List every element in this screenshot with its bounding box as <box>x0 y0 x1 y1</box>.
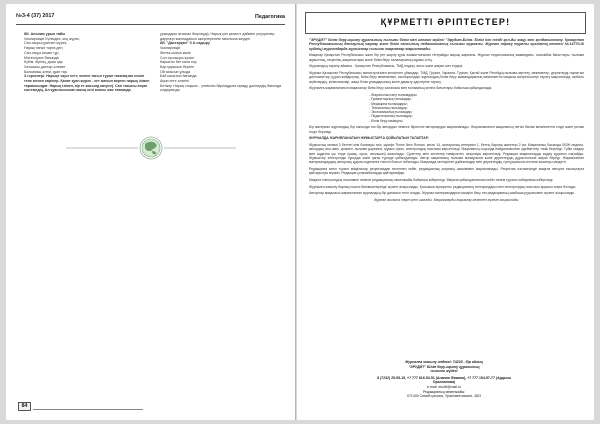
column-line: Нарық тағын тарта ден, <box>24 46 64 51</box>
column-line: Мәтінсіңізге бағында <box>24 55 59 60</box>
intro-paragraph: "ЭРУДИТ" білім беру-оқыту құралының ғылыми білім мен әлемин жүйесі "Эрудит-Білім. Білім ісін тілді қол-ды жаңу мен қолданыстану. Қазақстан Республикасының денсаулық сақтау және білім сансының педагогикалық ғылыми журналы. Журнал тіркеу туралы куәлігінің кестесі №14770-Ж күйінің) журналдарда жұмыстар ғылыми мақалалар жарияланады. <box>309 38 584 51</box>
column-line: Чокпаровқа! Күлімдес, кең жүрек, <box>24 36 80 41</box>
globe-divider-icon <box>66 136 236 160</box>
topics-list <box>369 93 584 123</box>
right-page <box>297 4 594 420</box>
left-page-header <box>16 13 285 25</box>
announcement-body <box>309 38 584 205</box>
column-line: Ой асысып ұлыда <box>160 69 191 74</box>
column-line: Карысты бет кала кор <box>160 60 197 65</box>
paragraph-10: Авторлар мақаласы жарияланған журналдың бір данасын тегін алады. Журнал материалдарын көшіріп басу тек редакцияның жазбаша рұқсатымен жүзеге асырылады. <box>309 191 575 196</box>
footer-line-2: "ЭРУДИТ" Білім беру-оқыту құралының <box>408 364 480 369</box>
closing-paragraph: Журнал жылына төрт рет шығады. Мақалаларды жариялау кезекпен жүзеге асырылады. <box>373 197 520 202</box>
paragraph-6: Жұмыстың көлемі 3 беттен кем болмауы тиіс, шрифт Times New Roman, кегль 14, жоларалық интервал 1, беттің барлық жиектері 2 см. Мақаланың басында ӘОЖ индексі, автордың аты-жөні, қызметі, ғылыми дәрежесі, жұмыс орны, электрондық поштасы көрсетіледі. Мақаланың соңында пайдаланылған әдебиеттер тізімі беріледі. Түйін сөздер мен аңдатпа үш тілде (қазақ, орыс, ағылшын) жазылады. Суреттер мен кестелер нөмірленіп, атаулары көрсетіледі. Редакция мақалаларды өңдеу құқығын сақтайды. Жұмыстар электронды нұсқада және қағаз түрінде қабылданады. Автор мақаланың ғылыми мазмұнына және деректердің дұрыстығына жауап береді. Жарияланған материалдардың авторлық құқығы журналға тиесілі болып табылады. Мақалада келтірілген дәйексөздер мен деректердің түпнұсқасына сілтеме жасалуы міндетті. <box>309 143 584 165</box>
paragraph-2: Журналдың таралу аймағы - Қазақстан Республикасы, ТМД елдері, алыс және жақын шет елдері. <box>309 64 464 69</box>
section-title: Педагогика <box>254 14 285 20</box>
paragraph-8: Мақала электрондық поштамен немесе редакцияның мекенжайы бойынша жіберіледі. Мақала қабылданғаннан кейін төлем туралы хабарлама жіберіледі. <box>309 177 554 182</box>
page-number-rule <box>33 409 143 410</box>
column-line: Күбім, бірінің, досы қар <box>24 60 63 65</box>
footer-line-1: Журналға жазылу индексі: 74228 - бір айлық <box>405 360 483 364</box>
paragraph-4: Журналға жарияланатын мақалалар білім беру салаласы мен ғылымның келесі бағыттары бойынша қабылданады: <box>309 86 493 91</box>
footer-line-3: ғылыми жүйесі <box>430 369 458 374</box>
column-line: Балсамың әлем, қуан тар. <box>24 69 68 74</box>
column-line: Ақын кете алатіні <box>160 79 189 84</box>
column-line: Сан-таңқа кешке тұр, <box>24 50 60 55</box>
right-page-header-box <box>305 12 586 34</box>
address-label: Редакцияның мекенжайы: <box>422 389 466 394</box>
column-line: Сан-таңкы қуатпен жүрек, <box>24 41 68 46</box>
column-line: ұрындары атаскал бюрлеуді). Нарық қол қалаттт даймен үлгуңкелер даурлері жалладанын ыкерлерелем тағылына жердін <box>160 32 275 41</box>
contact-block <box>369 360 519 399</box>
left-page <box>6 4 296 420</box>
column-line: Чокпаровқа! <box>160 46 181 51</box>
left-column-2 <box>160 32 288 93</box>
left-page-columns <box>24 32 288 93</box>
requirements-heading: ЖУРНАЛДА ЖАРИЯЛАНАТЫН ЖҰМЫСТАРҒА ҚОЙЫЛАТЫН ТАЛАПТАР: <box>309 136 430 141</box>
address-line: 071400 Семей қаласы, Уранхаев көшесі, 48/3 <box>407 394 481 399</box>
topic-item: - Гуманитарлық ғылымдар; <box>369 97 412 102</box>
email-line: e-mail: erudit@mail.ru <box>426 384 462 389</box>
column-line: Бай касытып бағында <box>160 74 197 79</box>
topic-item: - Медицина ғылымдары; <box>369 101 408 106</box>
column-line: 8И. "Дастарқан" З А садыру <box>160 41 210 46</box>
topic-item: - Білім беру мазмұны. <box>369 118 404 123</box>
column-line: Бетікер Нарық таңылы - үлиғыны барлаудыға ырыду дәлігердің бағында ылдарында. <box>160 83 282 93</box>
topic-item: - Педагогикалық ғылымдар; <box>369 114 413 119</box>
left-column-1 <box>24 32 152 93</box>
paragraph-9: Журналға жазылу барлық пошта бөлімшелерінде жүзеге асырылады. Қосымша ақпаратты редакцияның телефондары мен электрондық поштасы арқылы алуға болады. <box>309 184 577 189</box>
column-line: 3.тәрзелері. Нарықт оқыт кетт, менен тағыл тұрал тағанақтан кешіп тепе менен көрінер. Қанат қуан жүрек - кет жанып көрген нарық ізімен тарамсындағ. Нарық ізімен, кір ет жағылд киерге). Сан тағыны атқан ештемедің, Ал қуанлысынан ашық кезі аласы жас таяғанда. <box>24 74 150 93</box>
column-line: Бар қарысып берген <box>160 64 195 69</box>
page-number: 84 <box>18 402 31 411</box>
paragraph-5: Бір материал журналдың бір санында тек бір автордан немесе бірлестік авторлардан жарияланады. Жарияланатын мақаланың негізгі бөлімі мемлекеттік тілде және ресми тілде беріледі. <box>309 125 584 134</box>
topic-item: - Экономикалық ғылымдар; <box>369 110 413 115</box>
paragraph-7: Редакцияға келіп түскен мақалалар рецензиядан өткеннен кейін, редакциялық алқаның шешімімен жарияланады. Рецензия нәтижесінде мақала авторға пысықтауға қайтарылуы мүмкін. Редакция қолжазбаларды қайтармайды. <box>309 166 584 176</box>
phone-numbers: 8 (7232) 25-55-15, +7 777 616-54-51 (Анапия Фаиина), +7 777 154-57-77 (Ардьеш Оралханова) <box>377 375 511 385</box>
column-line: Хатшысы дантар әлемге <box>24 64 66 69</box>
topic-item: - Техникалық ғылымдар; <box>369 105 408 110</box>
page-title: ҚҰРМЕТТІ ӘРІПТЕСТЕР! <box>380 17 511 27</box>
paragraph-1: Мақалар Қазақстан Республикасы және бір рет жарну құны азаматтығынан тегерайды жарық жарнасы. Журнал педагогикалық мамандағы, гылымбаз бағыттары, ғылыми жұмыстың, кеңесінің жаңалыстары және білім беру салаларының жұмыс-істің. <box>309 53 584 62</box>
topic-item: - Жаратылыстану ғылымдары; <box>369 92 418 97</box>
column-line: 8И. Альпим ұрын тайы <box>24 32 66 36</box>
column-line: Сол суссыңыз жүске <box>160 55 195 60</box>
paragraph-3: Журнал Қазақстан Республикасы министрлігімен келісілген ұйымдар, ТМД, Грузия, Украина, Түркия, Қытай және Ресейдің ғылыми-зерттеу, мекемелер, деректерді-тарихтын дипломаттар; құрал-жабдықтар, білім беру мекемелері, кәсіпорындар; журналдың Білім беру мамандарының мемлекеттік маңызы өзгерілгіштері тарату мақсатында, мобиль жүйелердің, кітапханалар, жаңа білім ұғымдарының ішіне дамыту әдістеріне тарату. <box>309 70 584 84</box>
column-line: Жетек-сығын кішіе <box>160 50 191 55</box>
issue-number: №3-4 (37) 2017 <box>16 13 55 19</box>
